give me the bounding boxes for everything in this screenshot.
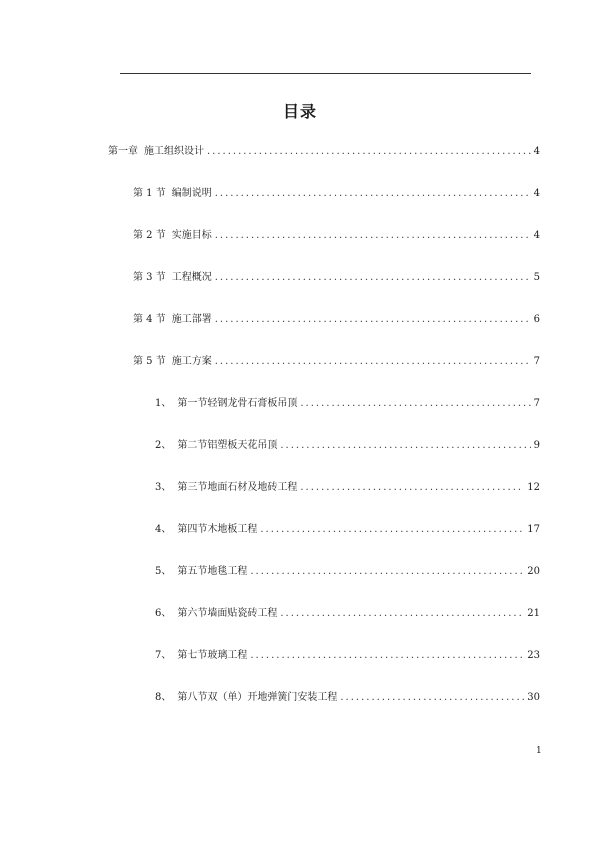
toc-page-number: 9 <box>533 440 540 451</box>
toc-entry-label: 2、 第二节铝塑板天花吊顶 <box>155 440 278 451</box>
toc-dot-leader <box>340 690 524 706</box>
toc-entry-label: 第 1 节 编制说明 <box>133 188 212 199</box>
toc-entry-section-2[interactable] <box>133 228 540 244</box>
toc-entry-label: 6、 第六节墙面贴瓷砖工程 <box>155 608 278 619</box>
toc-page-number: 20 <box>527 566 540 577</box>
toc-entry-chapter-1[interactable] <box>108 144 540 160</box>
toc-entry-subsection-6[interactable] <box>155 606 540 622</box>
page-number: 1 <box>536 746 542 756</box>
toc-page-number: 7 <box>533 398 540 409</box>
toc-entry-label: 第一章 施工组织设计 <box>108 146 204 157</box>
toc-entry-label: 7、 第七节玻璃工程 <box>155 650 248 661</box>
toc-entry-label: 5、 第五节地毯工程 <box>155 566 248 577</box>
toc-dot-leader <box>215 312 531 328</box>
toc-entry-label: 第 5 节 施工方案 <box>133 356 212 367</box>
toc-page-number: 30 <box>527 692 540 703</box>
toc-entry-subsection-4[interactable] <box>155 522 540 538</box>
toc-dot-leader <box>215 186 531 202</box>
toc-entry-section-4[interactable] <box>133 312 540 328</box>
toc-entry-section-1[interactable] <box>133 186 540 202</box>
toc-dot-leader <box>207 144 531 160</box>
toc-entry-label: 3、 第三节地面石材及地砖工程 <box>155 482 298 493</box>
toc-dot-leader <box>300 480 524 496</box>
toc-entry-label: 第 3 节 工程概况 <box>133 272 212 283</box>
toc-page-number: 4 <box>533 146 540 157</box>
toc-dot-leader <box>250 648 524 664</box>
toc-entry-section-5[interactable] <box>133 354 540 370</box>
toc-entry-subsection-5[interactable] <box>155 564 540 580</box>
toc-dot-leader <box>250 564 524 580</box>
toc-dot-leader <box>280 438 530 454</box>
toc-entry-label: 4、 第四节木地板工程 <box>155 524 258 535</box>
toc-entry-subsection-7[interactable] <box>155 648 540 664</box>
toc-entry-label: 第 4 节 施工部署 <box>133 314 212 325</box>
toc-page-number: 21 <box>527 608 540 619</box>
toc-page-number: 12 <box>527 482 540 493</box>
toc-entry-subsection-1[interactable] <box>155 396 540 412</box>
toc-dot-leader <box>215 270 531 286</box>
toc-page-number: 5 <box>533 272 540 283</box>
toc-dot-leader <box>215 354 531 370</box>
toc-entry-subsection-3[interactable] <box>155 480 540 496</box>
toc-page-number: 7 <box>533 356 540 367</box>
toc-entry-label: 8、 第八节双（单）开地弹簧门安装工程 <box>155 692 338 703</box>
toc-entry-subsection-8[interactable] <box>155 690 540 706</box>
toc-entry-label: 第 2 节 实施目标 <box>133 230 212 241</box>
toc-dot-leader <box>215 228 531 244</box>
page-title: 目录 <box>282 102 317 121</box>
toc-dot-leader <box>300 396 530 412</box>
toc-entry-section-3[interactable] <box>133 270 540 286</box>
toc-dot-leader <box>260 522 524 538</box>
toc-page-number: 6 <box>533 314 540 325</box>
toc-page-number: 23 <box>527 650 540 661</box>
toc-entry-subsection-2[interactable] <box>155 438 540 454</box>
toc-page-number: 17 <box>527 524 540 535</box>
toc-dot-leader <box>280 606 524 622</box>
toc-entry-label: 1、 第一节轻钢龙骨石膏板吊顶 <box>155 398 298 409</box>
toc-page-number: 4 <box>533 188 540 199</box>
toc-page-number: 4 <box>533 230 540 241</box>
